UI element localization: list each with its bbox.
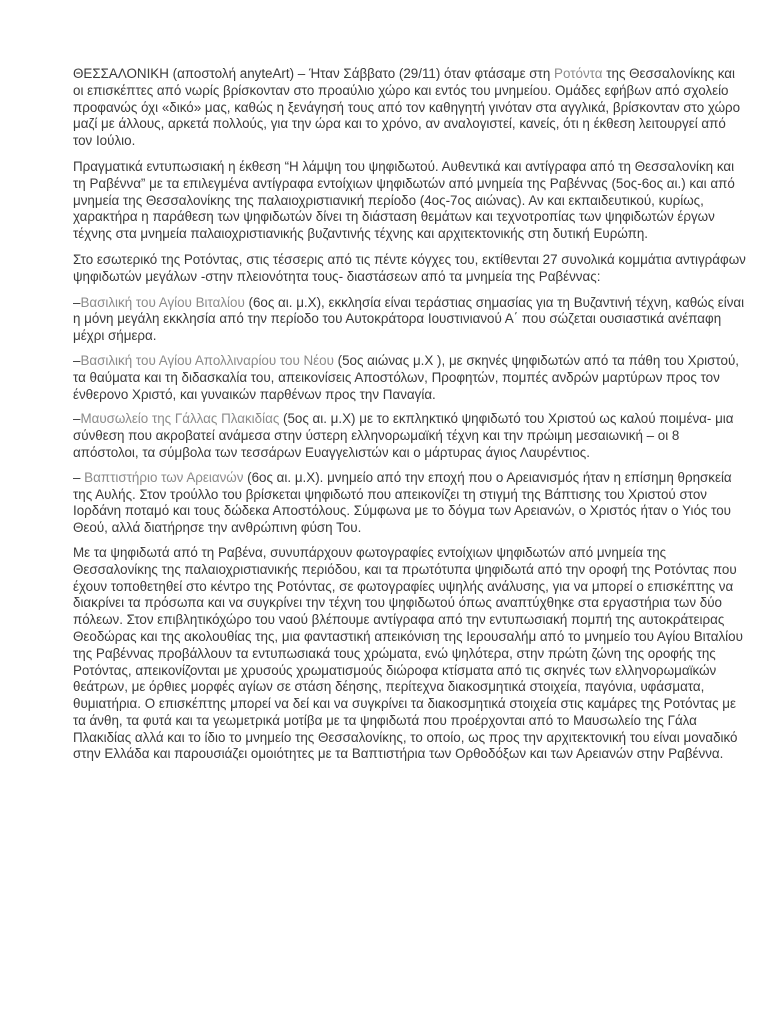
- intro-paragraph: [73, 66, 746, 150]
- san-vitale-link[interactable]: Βασιλική του Αγίου Βιταλίου: [80, 294, 245, 310]
- list-item: [73, 353, 746, 403]
- item-dash: –: [73, 469, 85, 485]
- interior-paragraph: Στο εσωτερικό της Ροτόντας, στις τέσσερις από τις πέντε κόγχες του, εκτίθενται 27 συνολικά κομμάτια αντιγράφων ψηφιδωτών μεγάλων -στην πλειονότητα τους- διαστάσεων από τα μνημεία της Ραβέννας:: [73, 251, 746, 284]
- intro-text-before: ΘΕΣΣΑΛΟΝΙΚΗ (αποστολή anyteArt) – Ήταν Σάββατο (29/11) όταν φτάσαμε στη: [73, 66, 555, 81]
- sant-apollinare-link[interactable]: Βασιλική του Αγίου Απολλιναρίου του Νέου: [80, 352, 334, 368]
- intro-text-after: της Θεσσαλονίκης και οι επισκέπτες από νωρίς βρίσκονταν στο προαύλιο χώρο και εντός του μνημείου. Ομάδες εφήβων από σχολείο προφανώς όχι «δικό» μας, καθώς η ξενάγησή τους από τον καθηγητή γινόταν στα αγγλικά, βρίσκονταν στο χώρο μαζί με άλλους, αρκετά πολλούς, για την ώρα και το χρόνο, αν αναλογιστεί, κανείς, ότι η έκθεση λειτουργεί από τον Ιούλιο.: [73, 66, 741, 149]
- closing-paragraph: Με τα ψηφιδωτά από τη Ραβένα, συνυπάρχουν φωτογραφίες εντοίχιων ψηφιδωτών από μνημεία της Θεσσαλονίκης της παλαιοχριστιανικής περιόδου, και τα πρωτότυπα ψηφιδωτά από την οροφή της Ροτόντας που έχουν τοποθετηθεί στο κέντρο της Ροτόντας, σε φωτογραφίες υψηλής ανάλυσης, για να μπορεί ο επισκέπτης να διακρίνει τα πρόσωπα και να συγκρίνει την τέχνη του ψηφιδωτού όπως αναπτύχθηκε στα εργαστήρια των δύο πόλεων. Στον επιβλητικόχώρο του ναού βλέπουμε αντίγραφα από την εντυπωσιακή πομπή της αυτοκράτειρας Θεοδώρας και της ακολουθίας της, μια φανταστική απεικόνιση της Ιερουσαλήμ από το μνημείο του Αγίου Βιταλίου της Ραβέννας προβάλλουν τα εντυπωσιακά τους χρώματα, ενώ ψηλότερα, στην πρώτη ζώνη της οροφής της Ροτόντας, απεικονίζονται με χρυσούς χρωματισμούς διώροφα κτίσματα από τις σκηνές των ελληνορωμαϊκών θεάτρων, με όρθιες μορφές αγίων σε στάση δέησης, περίτεχνα διακοσμητικά στοιχεία, παγόνια, υφάσματα, θυμιατήρια. Ο επισκέπτης μπορεί να δεί και να συγκρίνει τα διακοσμητικά στοιχεία στις καμάρες της Ροτόντας με τα άνθη, τα φυτά και τα γεωμετρικά μοτίβα με τα ψηφιδωτά που προέρχονται από το Μαυσωλείο της Γάλα Πλακιδίας αλλά και το ίδιο το μνημείο της Θεσσαλονίκης, το οποίο, ως προς την αρχιτεκτονική του είναι μοναδικό στην Ελλάδα και παρουσιάζει ομοιότητες με τα Βαπτιστήρια των Ορθοδόξων και των Αρειανών στην Ραβέννα.: [73, 544, 743, 762]
- list-item: [73, 470, 746, 537]
- rotunda-link[interactable]: Ροτόντα: [554, 66, 603, 81]
- item-dash: –: [73, 294, 81, 310]
- item-dash: –: [73, 411, 81, 427]
- item-text: (6ος αι. μ.Χ). μνημείο από την εποχή που ο Αρειανισμός ήταν η επίσημη θρησκεία της Αυλής. Στον τρούλλο του βρίσκεται ψηφιδωτό που απεικονίζει τη στιγμή της Βάπτισης του Χριστού στον Ιορδάνη ποταμό και τους δώδεκα Αποστόλους. Σύμφωνα με το δόγμα των Αρειανών, ο Χριστός ήταν ο Υιός του Θεού, αλλά διατήρησε την ανθρώπινη φύση Του.: [73, 469, 732, 536]
- list-item: [73, 295, 746, 345]
- galla-placidia-link[interactable]: Μαυσωλείο της Γάλλας Πλακιδίας: [80, 411, 280, 427]
- arian-baptistery-link[interactable]: Βαπτιστήριο των Αρειανών: [84, 469, 244, 485]
- exhibition-paragraph: Πραγματικά εντυπωσιακή η έκθεση “Η λάμψη του ψηφιδωτού. Αυθεντικά και αντίγραφα από τη Θεσσαλονίκη και τη Ραβέννα” με τα επιλεγμένα αντίγραφα εντοίχιων ψηφιδωτών από μνημεία της Ραβέννας (5ος-6ος αι.) και από μνημεία της Θεσσαλονίκης της παλαιοχριστιανική περίοδο (4ος-7ος αιώνας). Αν και εκπαιδευτικού, κυρίως, χαρακτήρα η παράθεση των ψηφιδωτών δίνει τη διάσταση θεμάτων και τεχνοτροπίας των ψηφιδωτών έργων τέχνης στα μνημεία παλαιοχριστιανικής βυζαντινής τέχνης και αρχιτεκτονικής στη δυτική Ευρώπη.: [73, 158, 735, 242]
- item-text: (5ος αι. μ.Χ) με το εκπληκτικό ψηφιδωτό του Χριστού ως καλού ποιμένα- μια σύνθεση που ακροβατεί ανάμεσα στην ύστερη ελληνορωμαϊκή τέχνη και την πρώιμη μεσαιωνική – οι 8 απόστολοι, τα σύμβολα των τεσσάρων Ευαγγελιστών και ο μάρτυρας άγιος Λαυρέντιος.: [73, 411, 734, 460]
- list-item: [73, 411, 746, 461]
- item-text: (5ος αιώνας μ.Χ ), με σκηνές ψηφιδωτών από τα πάθη του Χριστού, τα θαύματα και τη διδασκαλία του, απεικονίσεις Αποστόλων, Προφητών, πομπές ανδρών μαρτύρων προς τον ένθερονο Χριστό, και γυναικών παρθένων προς την Παναγία.: [73, 352, 740, 402]
- item-text: (6ος αι. μ.Χ), εκκλησία είναι τεράστιας σημασίας για τη Βυζαντινή τέχνη, καθώς είναι η μόνη μεγάλη εκκλησία από την περίοδο του Αυτοκράτορα Ιουστινιανού Α΄ που σώζεται ουσιαστικά ανέπαφη μέχρι σήμερα.: [73, 294, 745, 344]
- item-dash: –: [73, 352, 81, 368]
